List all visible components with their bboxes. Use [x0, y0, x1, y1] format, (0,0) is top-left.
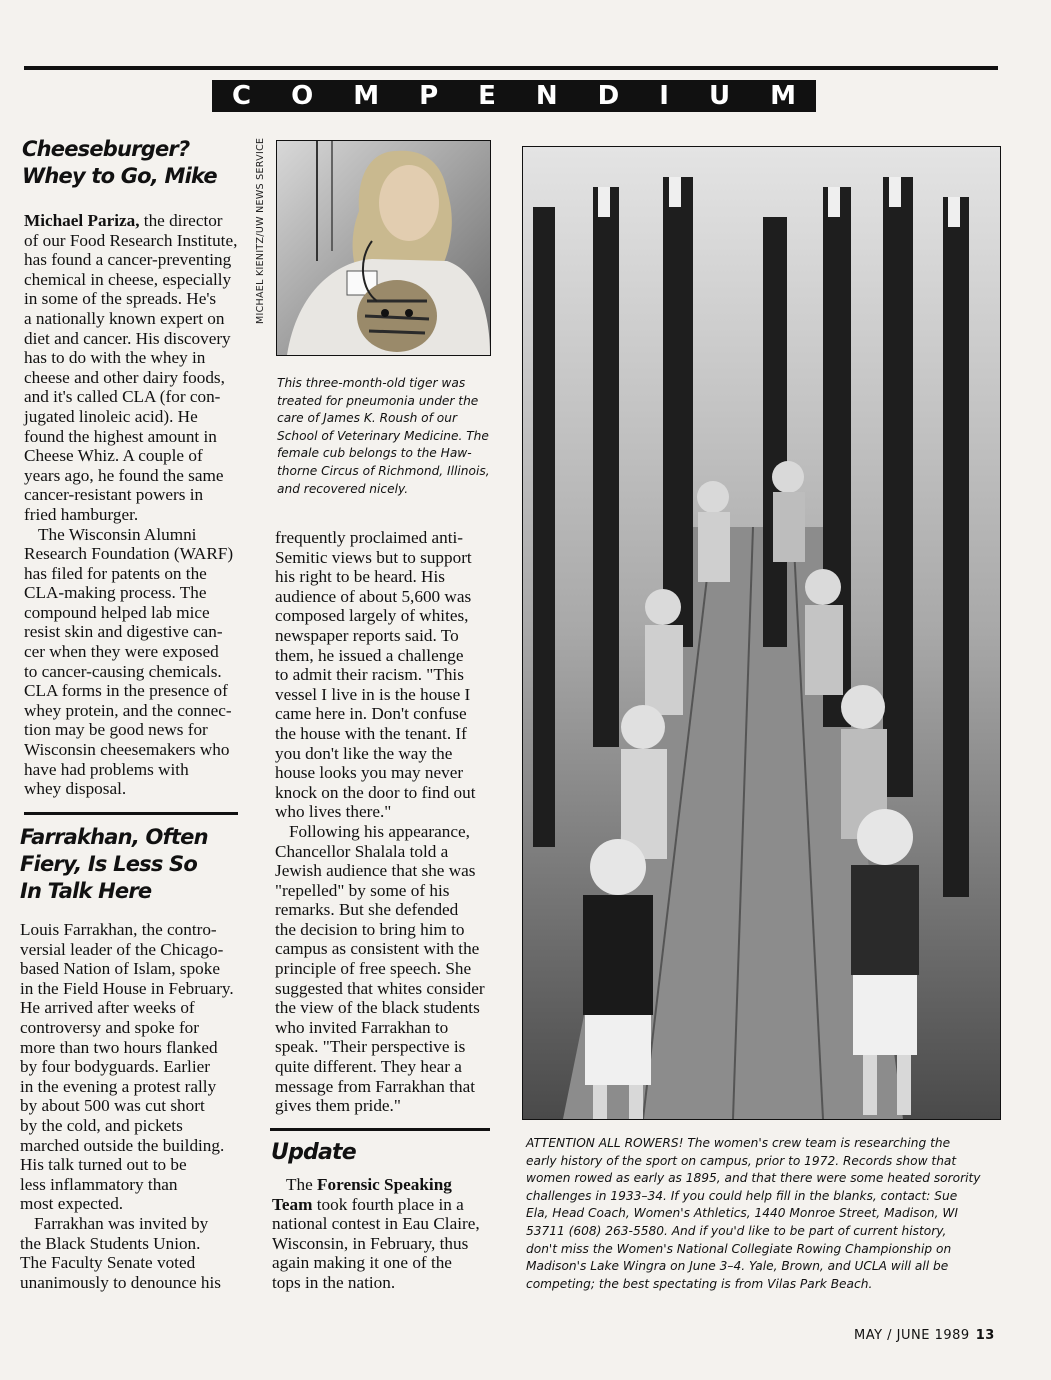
body-line: message from Farrakhan that — [275, 1076, 475, 1096]
tiger-photo — [276, 140, 491, 356]
caption-line: and recovered nicely. — [277, 481, 409, 496]
body-line: the view of the black students — [275, 998, 480, 1018]
cheeseburger-body — [24, 211, 254, 799]
rowers-caption — [526, 1135, 1001, 1293]
body-line: versial leader of the Chicago- — [20, 939, 224, 959]
lead-name: Michael Pariza, — [24, 211, 140, 230]
body-line: Chancellor Shalala told a — [275, 841, 449, 861]
body-line: less inflammatory than — [20, 1174, 178, 1194]
banner-letter: O — [291, 81, 314, 111]
body-line: in some of the spreads. He's — [24, 289, 217, 309]
headline-line: Whey to Go, Mike — [22, 164, 217, 188]
body-line: national contest in Eau Claire, — [272, 1214, 480, 1234]
body-line: Research Foundation (WARF) — [24, 544, 234, 564]
section-rule — [270, 1128, 490, 1131]
body-line: to cancer-causing chemicals. — [24, 661, 222, 681]
section-rule — [24, 812, 238, 815]
body-line: most expected. — [20, 1194, 124, 1214]
cheeseburger-headline — [22, 136, 252, 190]
body-line: based Nation of Islam, spoke — [20, 959, 220, 979]
headline-line: In Talk Here — [20, 879, 152, 903]
bold-text: Team — [272, 1194, 313, 1214]
body-line: have had problems with — [24, 759, 189, 779]
body-line: by four bodyguards. Earlier — [20, 1057, 210, 1077]
body-line: speak. "Their perspective is — [275, 1037, 466, 1057]
caption-line: This three-month-old tiger was — [277, 376, 466, 390]
body-line: jugated linoleic acid). He — [24, 406, 198, 426]
body-line: by the cold, and pickets — [20, 1115, 183, 1135]
headline-line: Fiery, Is Less So — [20, 852, 197, 876]
body-line: in the Field House in February. — [20, 978, 234, 998]
body-line: principle of free speech. She — [275, 959, 472, 979]
caption-line: women rowed as early as 1895, and that there were some heated sorority — [526, 1171, 981, 1186]
body-line: vessel I live in is the house I — [275, 684, 471, 704]
body-line: in the evening a protest rally — [20, 1076, 217, 1096]
headline-line: Farrakhan, Often — [20, 825, 208, 849]
rowers-photo-image — [523, 147, 1000, 1119]
body-line: controversy and spoke for — [20, 1017, 199, 1037]
body-line: more than two hours flanked — [20, 1037, 218, 1057]
body-line: again making it one of the — [272, 1253, 452, 1273]
body-line: years ago, he found the same — [24, 465, 224, 485]
body-line: remarks. But she defended — [275, 900, 459, 920]
body-line: the house with the tenant. If — [275, 723, 467, 743]
body-line: you don't like the way the — [275, 743, 453, 763]
page-footer — [854, 1328, 995, 1343]
body-line: He arrived after weeks of — [20, 998, 195, 1018]
banner-letter: M — [770, 81, 796, 111]
body-line: has filed for patents on the — [24, 563, 207, 583]
body-line: unanimously to denounce his — [20, 1272, 221, 1292]
caption-line: School of Veterinary Medicine. The — [277, 428, 489, 443]
page-number: 13 — [975, 1328, 995, 1343]
body-line: whey protein, and the connec- — [24, 700, 232, 720]
banner-letter: P — [419, 81, 439, 111]
body-text: the director — [139, 211, 223, 230]
body-line: his right to be heard. His — [275, 567, 445, 587]
caption-line: ATTENTION ALL ROWERS! The women's crew team is researching the — [526, 1136, 951, 1150]
banner-letter: N — [535, 81, 558, 111]
caption-line: care of James K. Roush of our — [277, 411, 457, 426]
body-line: newspaper reports said. To — [275, 625, 459, 645]
body-line: suggested that whites consider — [275, 978, 485, 998]
body-line: gives them pride." — [275, 1096, 401, 1116]
top-rule — [24, 66, 998, 70]
body-line: cer when they were exposed — [24, 642, 219, 662]
banner-letter: E — [478, 81, 496, 111]
body-line: composed largely of whites, — [275, 606, 469, 626]
caption-line: female cub belongs to the Haw- — [277, 446, 472, 461]
body-text: The — [286, 1175, 318, 1194]
body-line: Wisconsin, in February, thus — [272, 1233, 469, 1253]
body-line: frequently proclaimed anti- — [275, 528, 464, 547]
body-line: who lives there." — [275, 802, 392, 822]
body-line: tops in the nation. — [272, 1272, 396, 1292]
body-line: Louis Farrakhan, the contro- — [20, 920, 217, 939]
banner-letter: D — [597, 81, 620, 111]
caption-line: don't miss the Women's National Collegiate Rowing Championship on — [526, 1241, 952, 1256]
update-headline: Update — [271, 1140, 356, 1165]
body-line: by about 500 was cut short — [20, 1096, 205, 1116]
body-line: chemical in cheese, especially — [24, 269, 232, 289]
tiger-photo-image — [277, 141, 490, 355]
section-banner — [212, 80, 816, 112]
bold-text: Forensic Speaking — [317, 1175, 452, 1194]
caption-line: challenges in 1933–34. If you could help fill in the blanks, contact: Sue — [526, 1188, 958, 1203]
caption-line: thorne Circus of Richmond, Illinois, — [277, 463, 490, 478]
body-line: His talk turned out to be — [20, 1155, 187, 1175]
caption-line: early history of the sport on campus, prior to 1972. Records show that — [526, 1153, 957, 1168]
body-line: found the highest amount in — [24, 426, 217, 446]
body-line: Cheese Whiz. A couple of — [24, 446, 203, 466]
body-line: them, he issued a challenge — [275, 645, 464, 665]
body-line: audience of about 5,600 was — [275, 586, 472, 606]
body-line: Farrakhan was invited by — [34, 1213, 209, 1233]
body-line: marched outside the building. — [20, 1135, 225, 1155]
body-line: compound helped lab mice — [24, 602, 210, 622]
headline-line: Cheeseburger? — [22, 137, 190, 161]
caption-line: treated for pneumonia under the — [277, 393, 479, 408]
body-line: to admit their racism. "This — [275, 665, 464, 685]
update-body — [272, 1175, 498, 1293]
caption-line: Madison's Lake Wingra on June 3–4. Yale, Brown, and UCLA will all be — [526, 1259, 949, 1274]
body-line: whey disposal. — [24, 779, 127, 799]
caption-line: 53711 (608) 263-5580. And if you'd like to be part of current history, — [526, 1223, 947, 1238]
body-line — [272, 1175, 498, 1195]
body-line — [272, 1195, 498, 1215]
body-line: campus as consistent with the — [275, 939, 480, 959]
body-line: CLA-making process. The — [24, 583, 207, 603]
body-line — [24, 211, 254, 231]
body-line: resist skin and digestive can- — [24, 622, 223, 642]
body-line: the decision to bring him to — [275, 919, 465, 939]
body-line: Following his appearance, — [289, 821, 470, 841]
body-line: tion may be good news for — [24, 720, 208, 740]
body-line: diet and cancer. His discovery — [24, 328, 231, 348]
banner-letter: I — [659, 81, 669, 111]
body-line: The Faculty Senate voted — [20, 1253, 196, 1273]
banner-letter: U — [708, 81, 731, 111]
body-line: and it's called CLA (for con- — [24, 387, 221, 407]
tiger-caption — [277, 375, 507, 498]
rowers-photo — [522, 146, 1001, 1120]
body-line: quite different. They hear a — [275, 1057, 462, 1077]
caption-line: Ela, Head Coach, Women's Athletics, 1440 Monroe Street, Madison, WI — [526, 1206, 959, 1221]
body-line: has to do with the whey in — [24, 348, 206, 368]
body-line: CLA forms in the presence of — [24, 681, 228, 701]
issue-date: MAY / JUNE 1989 — [854, 1328, 970, 1343]
body-line: cheese and other dairy foods, — [24, 367, 225, 387]
body-line: of our Food Research Institute, — [24, 230, 238, 250]
body-text: took fourth place in a — [312, 1194, 464, 1214]
body-line: came here in. Don't confuse — [275, 704, 467, 724]
body-line: knock on the door to find out — [275, 782, 476, 802]
body-line: Semitic views but to support — [275, 547, 472, 567]
body-line: cancer-resistant powers in — [24, 485, 204, 505]
farrakhan-body-col2 — [275, 528, 501, 1116]
body-line: house looks you may never — [275, 763, 464, 783]
body-line: The Wisconsin Alumni — [38, 524, 197, 544]
caption-line: competing; the best spectating is from Vilas Park Beach. — [526, 1276, 873, 1291]
banner-letter: M — [353, 81, 380, 111]
farrakhan-headline — [20, 824, 250, 905]
photo-credit: MICHAEL KIENITZ/UW NEWS SERVICE — [255, 137, 266, 324]
banner-letter: C — [232, 81, 252, 111]
body-line: who invited Farrakhan to — [275, 1017, 449, 1037]
body-line: Jewish audience that she was — [275, 861, 476, 881]
body-line: Wisconsin cheesemakers who — [24, 740, 230, 760]
body-line: "repelled" by some of his — [275, 880, 450, 900]
body-line: the Black Students Union. — [20, 1233, 201, 1253]
body-line: a nationally known expert on — [24, 308, 225, 328]
body-line: fried hamburger. — [24, 504, 139, 524]
body-line: has found a cancer-preventing — [24, 250, 232, 270]
farrakhan-body-col1 — [20, 920, 252, 1292]
